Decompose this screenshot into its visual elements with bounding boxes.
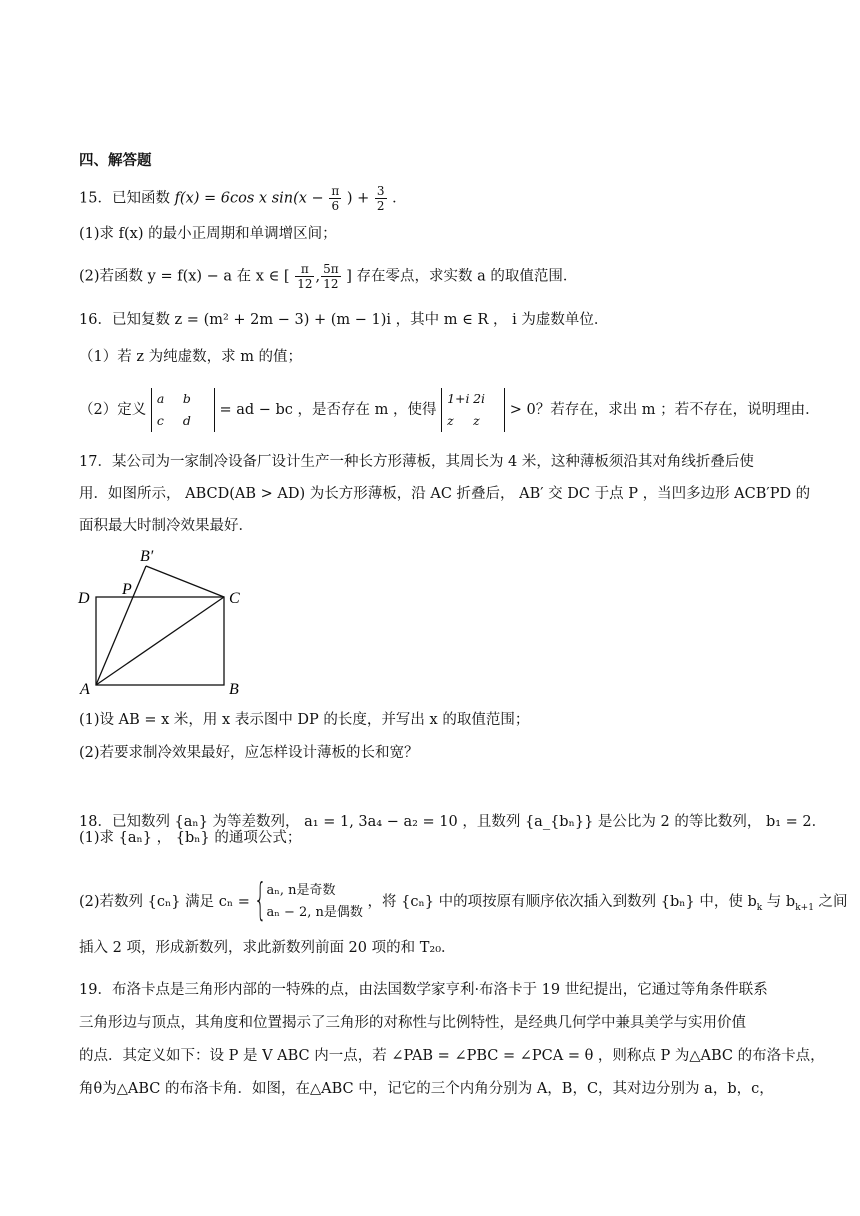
q15-stem-text: 15．已知函数 (79, 190, 170, 207)
q18-part1: (1)求 {aₙ} ， {bₙ} 的通项公式； (79, 830, 302, 846)
q15-part2-b: ] 存在零点，求实数 a 的取值范围． (346, 268, 578, 285)
q15-part2-a: (2)若函数 y = f(x) − a 在 x ∈ [ (79, 268, 290, 285)
q16-part1: （1）若 z 为纯虚数，求 m 的值； (79, 349, 303, 365)
q16-part2-b: = ad − bc ，是否存在 m ，使得 (219, 402, 437, 418)
q16-part2-a: （2）定义 (79, 402, 147, 418)
q18-case-even: aₙ − 2, n是偶数 (266, 905, 363, 920)
q15-frac-pi-6: $\frac{\pi}{6}$ (331, 184, 340, 213)
q15-frac-3-2: $\frac{3}{2}$ (376, 184, 385, 213)
q17-part2: (2)若要求制冷效果最好，应怎样设计薄板的长和宽？ (79, 745, 419, 761)
q15-function: f(x) = 6cos x sin(x − (174, 190, 324, 207)
q18-case-odd: aₙ, n是奇数 (266, 883, 336, 898)
q19-line3: 的点．其定义如下：设 P 是 V ABC 内一点，若 ∠PAB = ∠PBC = ∠PCA = θ ，则称点 P 为△ABC 的布洛卡点， (79, 1048, 825, 1064)
q17-line1: 17．某公司为一家制冷设备厂设计生产一种长方形薄板，其周长为 4 米，这种薄板须沿其对角线折叠后使 (79, 454, 754, 470)
fold-b-prime-c (146, 566, 224, 597)
q15-plus: ) + (346, 190, 370, 207)
q16-determinant-condition: 1+i 2i z z (441, 388, 505, 432)
diagonal-ac (96, 597, 224, 685)
q18-part2-line2: 插入 2 项，形成新数列，求此新数列前面 20 项的和 T₂₀． (79, 940, 456, 956)
label-b: B (229, 681, 239, 698)
q15-stem (79, 184, 407, 213)
q18-stem: 18．已知数列 {aₙ} 为等差数列， a₁ = 1, 3a₄ − a₂ = 10 ，且数列 {a_{bₙ}} 是公比为 2 的等比数列， b₁ = 2． (79, 814, 827, 830)
q17-line3: 面积最大时制冷效果最好． (79, 518, 253, 534)
q17-figure (74, 544, 254, 700)
q15-part1: (1)求 f(x) 的最小正周期和单调增区间； (79, 226, 337, 242)
q16-determinant-definition: a b c d (151, 388, 215, 432)
q18-part2 (79, 874, 848, 925)
q18-sub-k1: k+1 (795, 902, 814, 913)
q15-comma: , (315, 268, 321, 285)
brace-icon: { (254, 874, 268, 925)
label-a: A (80, 681, 90, 698)
q18-part2-c: 与 b (762, 894, 796, 910)
q19-line1: 19．布洛卡点是三角形内部的一特殊的点，由法国数学家亨利·布洛卡于 19 世纪提出，它通过等角条件联系 (79, 982, 768, 998)
label-b-prime: B′ (140, 548, 154, 565)
q18-sub-k: k (756, 902, 763, 913)
q16-part2 (79, 388, 820, 432)
label-p: P (122, 581, 132, 598)
q15-end: ． (392, 190, 407, 207)
section-title: 四、解答题 (79, 153, 152, 169)
q18-part2-d: 之间 (813, 894, 848, 910)
q18-part2-a: (2)若数列 {cₙ} 满足 cₙ = (79, 894, 250, 910)
q16-part2-c: > 0？若存在，求出 m ；若不存在，说明理由． (509, 402, 820, 418)
label-c: C (229, 590, 240, 607)
q19-line2: 三角形边与顶点，其角度和位置揭示了三角形的对称性与比例特性，是经典几何学中兼具美学与实用价值 (79, 1015, 746, 1031)
q19-line4: 角θ为△ABC 的布洛卡角．如图，在△ABC 中，记它的三个内角分别为 A，B，C，其对边分别为 a，b，c， (79, 1081, 774, 1097)
q17-line2: 用．如图所示， ABCD(AB > AD) 为长方形薄板，沿 AC 折叠后， AB′ 交 DC 于点 P ，当凹多边形 ACB′PD 的 (79, 486, 811, 502)
q15-frac-pi-12: $\frac{\pi}{12}$ (297, 262, 313, 291)
q18-part2-b: ，将 {cₙ} 中的项按原有顺序依次插入到数列 {bₙ} 中，使 b (367, 894, 757, 910)
q16-stem: 16．已知复数 z = (m² + 2m − 3) + (m − 1)i ，其中 m ∈ R ， i 为虚数单位． (79, 312, 609, 328)
q15-frac-5pi-12: $\frac{5\pi}{12}$ (323, 262, 339, 291)
label-d: D (78, 590, 90, 607)
q18-piecewise (254, 874, 363, 925)
q15-part2 (79, 262, 577, 291)
q17-part1: (1)设 AB = x 米，用 x 表示图中 DP 的长度，并写出 x 的取值范围； (79, 712, 530, 728)
